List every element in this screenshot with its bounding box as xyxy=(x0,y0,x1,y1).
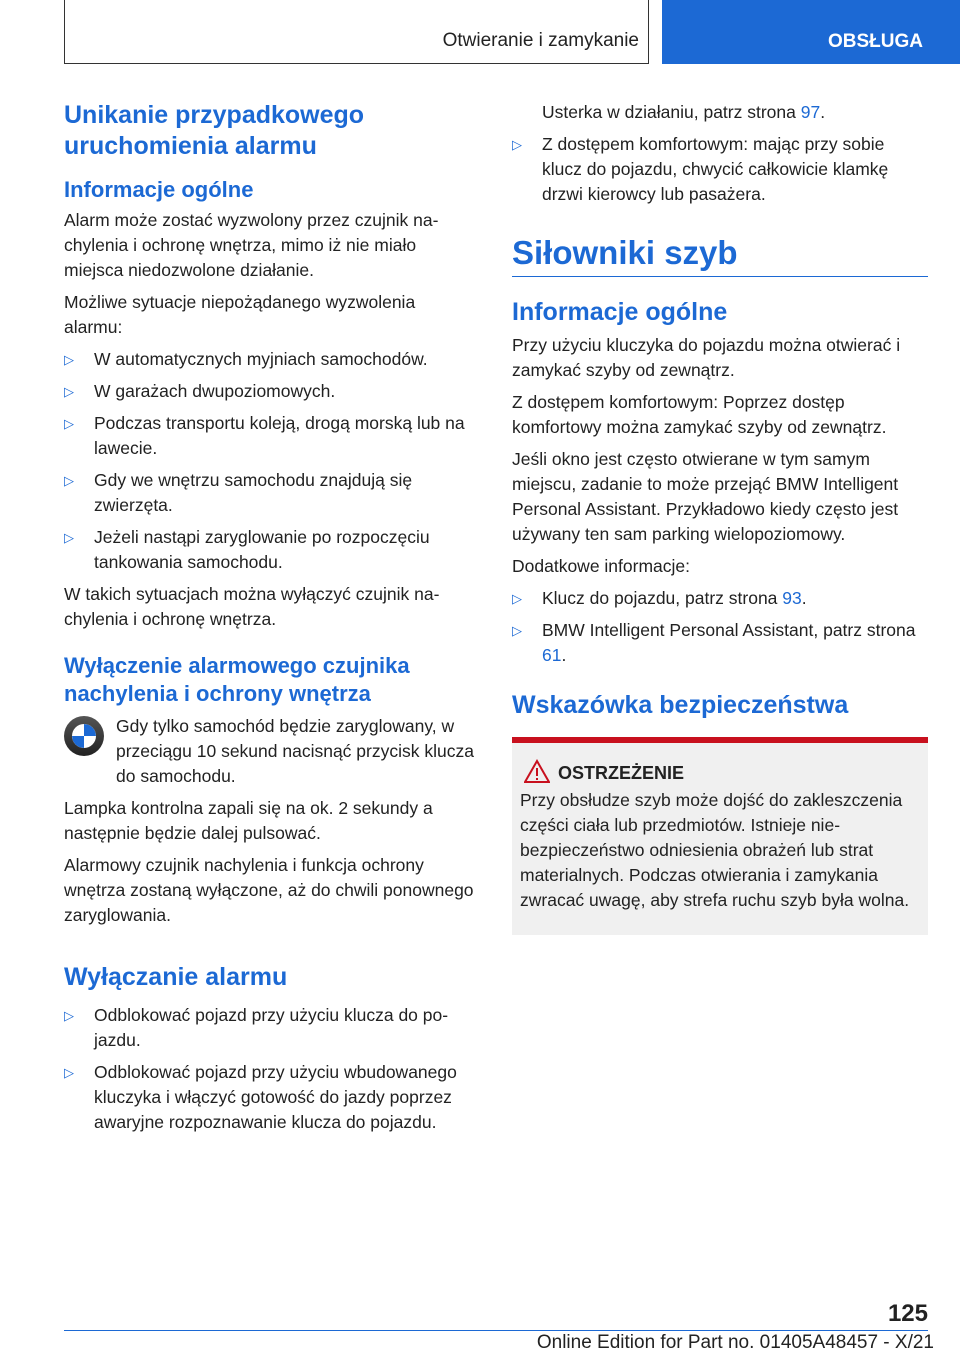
paragraph: Alarmowy czujnik nachylenia i funkcja ochrony wnętrza zostaną wyłączone, aż do chwili ponownego zaryglowania. xyxy=(64,855,474,925)
bullet-triangle-icon: ▷ xyxy=(64,473,74,488)
remote-instruction: Gdy tylko samochód będzie zaryglowany, w przeciągu 10 sekund nacisnąć przycisk klucza do samochodu. xyxy=(64,714,476,789)
left-column xyxy=(64,100,476,1142)
heading-avoid-alarm: Unikanie przypadkowego uruchomienia alarmu xyxy=(64,101,365,160)
page-link[interactable]: 61 xyxy=(542,645,562,665)
heading-safety: Wskazówka bezpieczeństwa xyxy=(512,691,849,719)
heading-disable-alarm: Wyłączanie alarmu xyxy=(64,963,288,991)
warning-triangle-icon xyxy=(524,759,550,785)
paragraph: Jeśli okno jest często otwierane w tym samym miejscu, zadanie to może przejąć BMW Intelligent Personal Assistant. Przykładowo kiedy często jest używany ten sam parking wielopoziomowy. xyxy=(512,449,899,544)
warning-title: OSTRZEŻENIE xyxy=(520,763,920,784)
paragraph: Lampka kontrolna zapali się na ok. 2 sekundy a następnie będzie dalej pulsować. xyxy=(64,798,433,843)
bullet-triangle-icon: ▷ xyxy=(512,591,522,606)
footer-edition: Online Edition for Part no. 01405A48457 - X/21 xyxy=(536,1332,934,1353)
page-number: 125 xyxy=(887,1300,928,1327)
bullet-triangle-icon: ▷ xyxy=(64,1065,74,1080)
bullet-triangle-icon: ▷ xyxy=(64,530,74,545)
paragraph: Alarm może zostać wyzwolony przez czujnik nachylenia i ochronę wnętrza, mimo iż nie miało miejsca niedozwolone działanie. xyxy=(64,210,439,280)
paragraph: Przy użyciu kluczyka do pojazdu można otwierać i zamykać szyby od zewnątrz. xyxy=(512,335,901,380)
page-link[interactable]: 93 xyxy=(782,588,802,608)
bullet-triangle-icon: ▷ xyxy=(512,623,522,638)
heading-disable-sensor: Wyłączenie alarmowego czujnika nachylenia i ochrony wnętrza xyxy=(64,653,410,706)
warning-box xyxy=(512,737,928,935)
paragraph: Dodatkowe informacje: xyxy=(512,556,690,576)
list-item: ▷ Podczas transportu koleją, drogą morską lub na lawecie. xyxy=(64,413,465,458)
bullet-triangle-icon: ▷ xyxy=(64,384,74,399)
bullet-triangle-icon: ▷ xyxy=(64,416,74,431)
paragraph: W takich sytuacjach można wyłączyć czujnik nachylenia i ochronę wnętrza. xyxy=(64,584,440,629)
footer-divider xyxy=(64,1330,928,1331)
bullet-triangle-icon: ▷ xyxy=(512,137,522,152)
bmw-key-icon xyxy=(64,716,104,756)
list-item: ▷ Odblokować pojazd przy użyciu klucza do pojazdu. xyxy=(64,1005,449,1050)
list-item: ▷ W automatycznych myjniach samochodów. xyxy=(64,347,476,372)
warning-text: Przy obsłudze szyb może dojść do zakleszczenia części ciała lub przedmiotów. Istnieje niebezpieczeństwo odniesienia obrażeń lub strat materialnych. Podczas otwierania i zamykania zwracać uwagę, aby strefa ruchu szyb była wolna. xyxy=(520,790,910,910)
heading-general-info: Informacje ogólne xyxy=(64,177,254,202)
paragraph: Z dostępem komfortowym: Poprzez dostęp komfortowy można zamykać szyby od zewnątrz. xyxy=(512,392,887,437)
paragraph: Możliwe sytuacje niepożądanego wyzwolenia alarmu: xyxy=(64,292,416,337)
bullet-triangle-icon: ▷ xyxy=(64,1008,74,1023)
list-item-continued: Usterka w działaniu, patrz strona 97. xyxy=(542,102,826,122)
list-item: ▷ Gdy we wnętrzu samochodu znajdują się zwierzęta. xyxy=(64,470,413,515)
heading-general-info: Informacje ogólne xyxy=(512,298,728,326)
heading-window-lifters: Siłowniki szyb xyxy=(512,233,928,277)
list-item: ▷ Z dostępem komfortowym: mając przy sobie klucz do pojazdu, chwycić całkowicie klamkę drzwi kierowcy lub pasażera. xyxy=(512,134,889,204)
list-item: ▷ Jeżeli nastąpi zaryglowanie po rozpoczęciu tankowania samochodu. xyxy=(64,527,430,572)
bullet-triangle-icon: ▷ xyxy=(64,352,74,367)
list-item: ▷ W garażach dwupoziomowych. xyxy=(64,379,476,404)
header-chapter-tab[interactable]: OBSŁUGA xyxy=(662,0,960,64)
page-link[interactable]: 97 xyxy=(800,102,821,122)
list-item: ▷ Odblokować pojazd przy użyciu wbudowanego kluczyka i włączyć gotowość do jazdy poprzez awaryjne rozpoznawanie klucza do pojazdu. xyxy=(64,1062,457,1132)
right-column xyxy=(512,100,928,935)
list-item: ▷ Klucz do pojazdu, patrz strona 93. xyxy=(512,586,928,611)
list-item: ▷ BMW Intelligent Personal Assistant, patrz strona 61. xyxy=(512,620,916,665)
header-section-title: Otwieranie i zamykanie xyxy=(442,30,639,51)
